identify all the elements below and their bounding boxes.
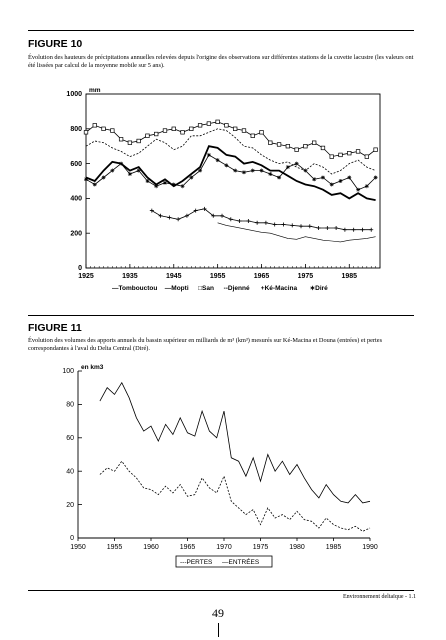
chart1-series-ke-macina-point	[264, 221, 268, 225]
chart1-legend-item: +Ké-Macina	[260, 285, 298, 292]
chart1-series-dire-point	[260, 169, 264, 173]
chart2-x-tick-label: 1960	[143, 544, 159, 551]
chart2-y-tick-label: 80	[66, 401, 74, 409]
chart1-series-ke-macina-point	[352, 228, 356, 232]
chart1-x-tick-label: 1945	[165, 273, 182, 280]
chart1-series-dire-point	[154, 184, 158, 188]
chart1-series-ke-macina-point	[194, 209, 198, 213]
chart1-series-ke-macina-point	[159, 214, 163, 218]
chart1-series-san-point	[198, 124, 202, 128]
chart1-series-dire-point	[207, 153, 211, 157]
chart1-series-san-point	[233, 127, 237, 131]
chart2-x-tick-label: 1975	[252, 544, 269, 551]
chart1-series-ke-macina-point	[167, 216, 171, 220]
top-rule	[28, 30, 414, 31]
chart1-series-san-point	[172, 127, 176, 131]
chart1-series-ke-macina-point	[299, 224, 303, 228]
chart1-series-dire-point	[251, 169, 255, 173]
chart2-series-pertes-line	[100, 461, 370, 531]
chart1-series-dire-point	[119, 162, 123, 166]
chart1-series-dire-point	[339, 179, 343, 183]
chart1-series-dire-point	[84, 177, 88, 181]
chart1-series-san-point	[330, 155, 334, 159]
chart1-series-san-point	[365, 155, 369, 159]
chart1-series-ke-macina-point	[229, 217, 233, 221]
chart1-series-dire-point	[102, 176, 106, 180]
chart1-series-dire-point	[128, 172, 132, 176]
chart1-series-san-point	[260, 130, 264, 134]
chart1-series-ke-macina-line	[152, 209, 371, 230]
chart1-y-tick-label: 1000	[66, 91, 82, 99]
chart1-series-dire-point	[198, 169, 202, 173]
chart1-series-san-point	[111, 129, 115, 133]
chart1-series-dire-point	[233, 169, 237, 173]
chart1-series-dire-point	[110, 169, 114, 173]
chart1-series-dire-point	[286, 165, 290, 169]
chart1-series-ke-macina-point	[343, 228, 347, 232]
chart1-y-tick-label: 0	[78, 265, 82, 273]
chart1-series-dire-point	[312, 177, 316, 181]
chart2-legend-item: —ENTRÉES	[222, 559, 260, 566]
chart1-series-san-point	[93, 124, 97, 128]
chart1-series-san-point	[356, 150, 360, 154]
chart1-series-ke-macina-point	[150, 209, 154, 213]
figure11-chart	[0, 355, 446, 585]
chart1-series-ke-macina-point	[290, 223, 294, 227]
chart1-legend-item: —Mopti	[164, 285, 189, 292]
chart2-x-tick-label: 1950	[70, 544, 86, 551]
chart2-x-tick-label: 1955	[106, 544, 123, 551]
chart1-series-dire-point	[347, 176, 351, 180]
chart1-series-djenne-line	[86, 129, 376, 174]
chart1-series-ke-macina-point	[360, 228, 364, 232]
figure10-caption: Évolution des hauteurs de précipitations annuelles relevées depuis l'origine des observations sur différentes stations de la cuvette lacustre (les valeurs ont été lissées par calcul de la moyenne mobile sur 5 ans).	[28, 54, 414, 69]
chart1-series-san-point	[102, 127, 106, 131]
chart1-unit-label: mm	[89, 87, 101, 94]
chart1-series-dire-point	[356, 188, 360, 192]
chart2-y-tick-label: 40	[66, 468, 74, 476]
chart1-series-san-point	[304, 144, 308, 148]
chart1-series-ke-macina-point	[369, 228, 373, 232]
chart1-series-san-point	[137, 139, 141, 143]
chart1-series-dire-point	[163, 181, 167, 185]
chart1-series-dire-point	[172, 182, 176, 186]
chart2-legend-item: ---PERTES	[180, 559, 213, 566]
figure10-chart	[0, 82, 446, 312]
chart1-series-san-line	[86, 122, 376, 157]
chart1-series-san-point	[251, 134, 255, 138]
chart1-series-ke-macina-point	[308, 224, 312, 228]
chart1-series-san-point	[312, 141, 316, 145]
chart1-series-dire-point	[216, 158, 220, 162]
figure10-title: FIGURE 10	[28, 38, 83, 50]
chart1-x-tick-label: 1925	[78, 273, 94, 280]
chart1-x-tick-label: 1975	[297, 273, 314, 280]
chart1-series-san-point	[347, 151, 351, 155]
chart1-series-san-point	[225, 124, 229, 128]
chart1-series-san-point	[268, 141, 272, 145]
chart1-series-dire-point	[145, 179, 149, 183]
chart2-y-tick-label: 60	[66, 435, 74, 442]
chart1-series-dire-point	[189, 176, 193, 180]
bottom-rule	[28, 590, 414, 591]
chart2-y-tick-label: 100	[62, 368, 74, 376]
chart1-series-ke-macina-point	[281, 223, 285, 227]
chart1-series-san-point	[190, 127, 194, 131]
chart1-legend-item: --Djenné	[223, 285, 250, 292]
chart1-series-san-point	[321, 146, 325, 150]
chart1-series-san-point	[163, 129, 167, 133]
chart1-series-san-point	[207, 122, 211, 126]
chart1-x-tick-label: 1935	[122, 273, 138, 280]
chart2-unit-label: en km3	[81, 364, 104, 371]
chart1-y-tick-label: 400	[70, 195, 82, 203]
chart1-series-san-point	[181, 130, 185, 134]
chart1-legend-item: □San	[198, 285, 214, 292]
chart1-series-ke-macina-point	[220, 214, 224, 218]
chart1-x-tick-label: 1965	[253, 273, 270, 280]
chart1-series-san-point	[339, 153, 343, 157]
chart1-series-san-point	[146, 134, 150, 138]
chart1-y-tick-label: 600	[70, 160, 82, 168]
middle-rule	[28, 315, 414, 316]
chart1-series-san-point	[216, 120, 220, 124]
chart1-series-ke-macina-point	[317, 226, 321, 230]
chart1-series-dire-point	[268, 172, 272, 176]
chart1-series-ke-macina-point	[325, 226, 329, 230]
footer-text: Environnement deltaïque - 1.1	[343, 594, 416, 600]
chart1-series-san-point	[119, 137, 123, 141]
chart1-series-ke-macina-point	[273, 223, 277, 227]
chart2-x-tick-label: 1965	[179, 544, 196, 551]
chart1-x-tick-label: 1955	[209, 273, 226, 280]
chart1-series-san-point	[295, 148, 299, 152]
page-number: 49	[212, 606, 224, 620]
chart1-series-san-point	[277, 143, 281, 147]
chart1-plot-frame	[86, 94, 380, 268]
chart1-series-ke-macina-point	[176, 217, 180, 221]
chart1-series-ke-macina-point	[334, 226, 338, 230]
chart2-x-tick-label: 1990	[362, 544, 378, 551]
figure11-title: FIGURE 11	[28, 322, 82, 334]
chart1-series-ke-macina-point	[246, 219, 250, 223]
chart2-x-tick-label: 1985	[325, 544, 342, 551]
chart1-series-san-point	[84, 130, 88, 134]
chart1-series-dire-point	[303, 169, 307, 173]
chart1-series-dire-point	[242, 170, 246, 174]
chart1-series-ke-macina-point	[238, 219, 242, 223]
chart2-y-tick-label: 0	[70, 535, 74, 543]
chart1-y-tick-label: 800	[70, 126, 82, 133]
chart1-legend-item: ∗Diré	[309, 285, 328, 292]
chart2-x-tick-label: 1970	[216, 544, 232, 551]
chart1-series-dire-point	[374, 176, 378, 180]
chart2-x-tick-label: 1980	[289, 544, 305, 551]
chart1-series-dire-point	[181, 184, 185, 188]
chart1-legend-item: —Tombouctou	[112, 285, 158, 292]
chart1-series-san-point	[128, 141, 132, 145]
chart1-series-san-point	[154, 132, 158, 136]
chart1-x-tick-label: 1985	[341, 273, 358, 280]
chart1-series-dire-point	[365, 184, 369, 188]
chart1-series-dire-point	[137, 169, 141, 173]
page-tick-mark	[218, 623, 219, 637]
chart1-series-dire-point	[321, 176, 325, 180]
chart1-series-ke-macina-point	[185, 214, 189, 218]
chart1-series-san-point	[374, 148, 378, 152]
chart1-series-ke-macina-point	[255, 221, 259, 225]
chart2-series-entrees-line	[100, 383, 370, 503]
chart1-series-san-point	[286, 144, 290, 148]
chart1-series-dire-point	[330, 182, 334, 186]
chart1-series-dire-point	[224, 163, 228, 167]
chart1-series-dire-point	[295, 162, 299, 166]
chart1-series-dire-point	[93, 182, 97, 186]
figure11-caption: Évolution des volumes des apports annuels du bassin supérieur en milliards de m³ (km³) mesurés sur Ké-Macina et Douna (entrées) et pertes correspondantes à l'aval du Delta Central (Diré).	[28, 337, 383, 352]
chart1-series-dire-point	[277, 176, 281, 180]
chart2-y-tick-label: 20	[66, 501, 74, 509]
chart1-y-tick-label: 200	[70, 230, 82, 238]
chart1-series-san-point	[242, 129, 246, 133]
